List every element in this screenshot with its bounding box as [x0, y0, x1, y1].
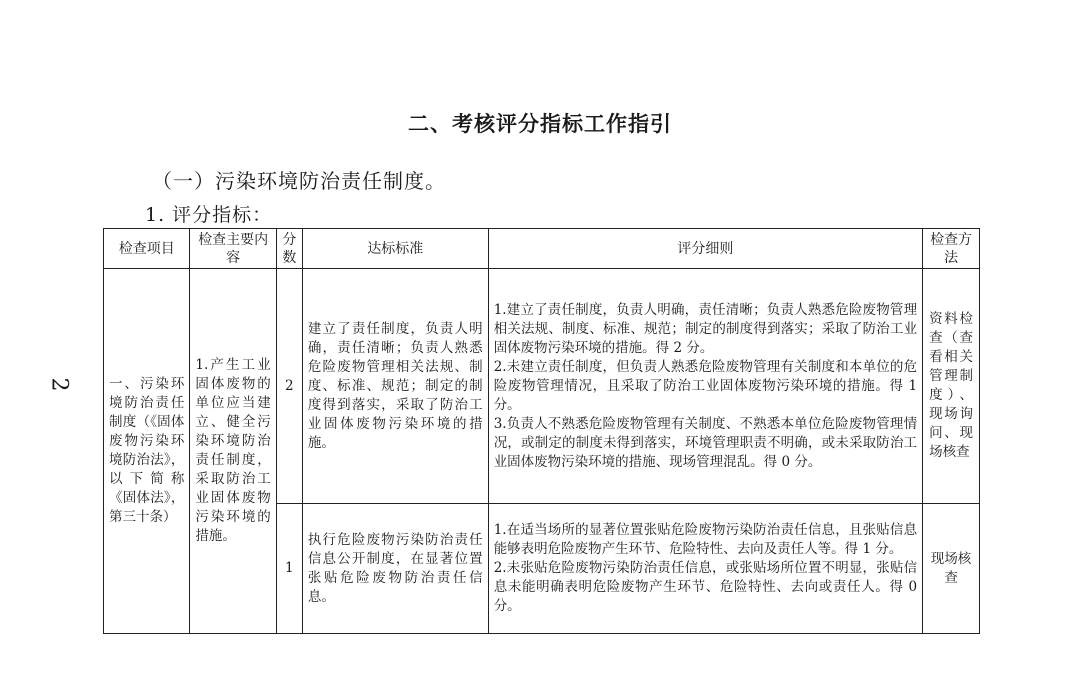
header-content: 检查主要内容 — [190, 229, 276, 269]
method-cell: 资料检查（查看相关管理制度）、现场询问、现场核查 — [923, 269, 980, 504]
header-item: 检查项目 — [104, 229, 190, 269]
detail-line: 2.未张贴危险废物污染防治责任信息，或张贴场所位置不明显，张贴信息未能明确表明危险废物产生环节、危险特性、去向或责任人。得 0 分。 — [493, 560, 918, 614]
check-item-cell: 一、污染环境防治责任制度（《固体废物污染环境防治法》，以下简称《固体法》，第三十条） — [104, 269, 190, 634]
standard-cell: 执行危险废物污染防治责任信息公开制度，在显著位置张贴危险废物防治责任信息。 — [302, 504, 488, 634]
header-detail: 评分细则 — [488, 229, 922, 269]
scoring-table — [103, 228, 980, 634]
header-standard: 达标标准 — [302, 229, 488, 269]
detail-cell — [488, 504, 922, 634]
detail-line: 3.负责人不熟悉危险废物管理有关制度、不熟悉本单位危险废物管理情况，或制定的制度未得到落实，环境管理职责不明确，或未采取防治工业固体废物污染环境的措施、现场管理混乱。得 0 分。 — [493, 415, 918, 470]
section-title: （一）污染环境防治责任制度。 — [152, 169, 446, 193]
detail-cell — [488, 269, 922, 504]
detail-line: 1.建立了责任制度，负责人明确，责任清晰；负责人熟悉危险废物管理相关法规、制度、标准、规范；制定的制度得到落实；采取了防治工业固体废物污染环境的措施。得 2 分。 — [493, 301, 918, 356]
table-header-row — [104, 229, 980, 269]
check-content-cell: 1.产生工业固体废物的单位应当建立、健全污染环境防治责任制度，采取防治工业固体废物污染环境的措施。 — [190, 269, 276, 634]
detail-line: 2.未建立责任制度，但负责人熟悉危险废物管理有关制度和本单位的危险废物管理情况，且采取了防治工业固体废物污染环境的措施。得 1 分。 — [493, 358, 918, 413]
table-row — [104, 269, 980, 504]
method-cell: 现场核查 — [923, 504, 980, 634]
page-number: 2 — [46, 377, 72, 392]
score-cell: 2 — [276, 269, 302, 504]
detail-line: 1.在适当场所的显著位置张贴危险废物污染防治责任信息，且张贴信息能够表明危险废物产生环节、危险特性、去向及责任人等。得 1 分。 — [493, 522, 918, 557]
standard-cell: 建立了责任制度，负责人明确，责任清晰；负责人熟悉危险废物管理相关法规、制度、标准、规范；制定的制度得到落实，采取了防治工业固体废物污染环境的措施。 — [302, 269, 488, 504]
header-score: 分数 — [276, 229, 302, 269]
score-cell: 1 — [276, 504, 302, 634]
subsection-title: 1. 评分指标： — [145, 204, 273, 226]
header-method: 检查方法 — [923, 229, 980, 269]
document-heading: 二、考核评分指标工作指引 — [408, 112, 672, 136]
